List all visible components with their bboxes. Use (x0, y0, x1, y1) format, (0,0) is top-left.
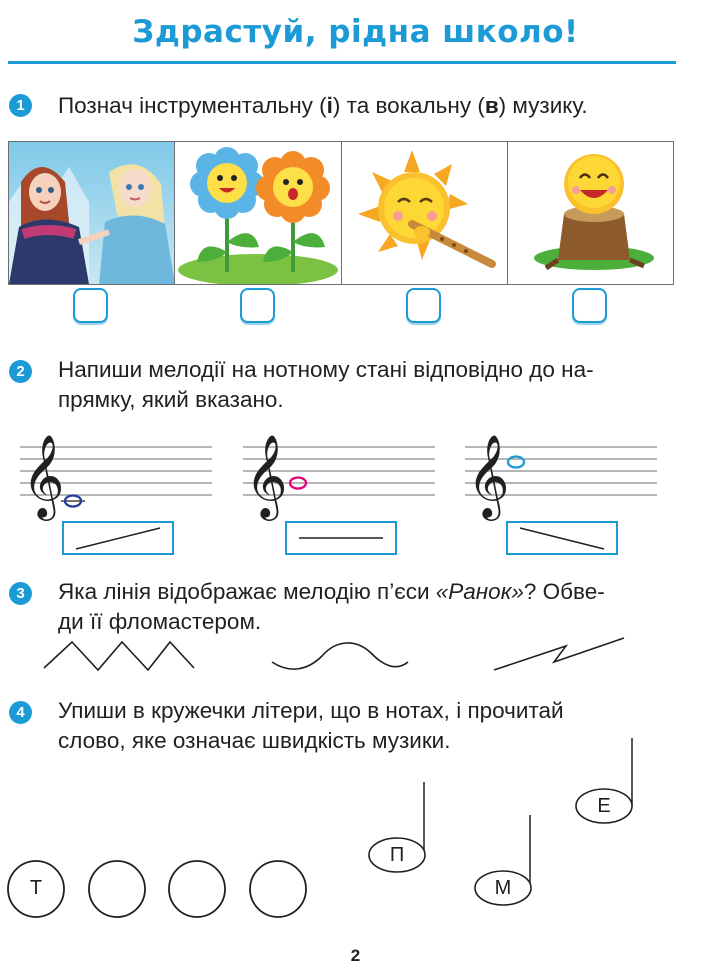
task-1-text: Познач інструментальну (і) та вокальну (в) музику. (58, 93, 588, 118)
treble-clef-icon: 𝄞 (245, 433, 288, 517)
page-number: 2 (350, 946, 361, 965)
sun-playing-flute-image (342, 142, 508, 284)
answer-letter-t: Т (29, 877, 43, 899)
title-underline (8, 61, 676, 64)
task-3-text: Яка лінія відображає мелодію п’єси «Ранок»? Обве- ди її фломастером. (58, 579, 605, 634)
page-title: Здрастуй, рідна школо! (132, 14, 579, 50)
treble-clef-icon: 𝄞 (22, 433, 65, 517)
answer-circle-3[interactable] (169, 861, 225, 917)
answer-circle-2[interactable] (89, 861, 145, 917)
note-letter-p: П (389, 844, 405, 866)
pictures-row (8, 141, 674, 285)
frozen-princesses-image (9, 142, 175, 284)
task-2-text: Напиши мелодії на нотному стані відповідно до на- прямку, який вказано. (58, 357, 594, 412)
zigzag-line[interactable] (44, 642, 194, 670)
answer-checkbox-1[interactable] (73, 288, 108, 323)
singing-flowers-image (175, 142, 341, 284)
piece-title: «Ранок» (435, 579, 524, 604)
step-line[interactable] (494, 638, 624, 670)
answer-checkbox-4[interactable] (572, 288, 607, 323)
wave-line[interactable] (272, 643, 408, 669)
direction-box-level (285, 521, 397, 555)
direction-box-descending (506, 521, 618, 555)
task-1-number: 1 (9, 94, 32, 117)
smiling-sun-on-stump-image (508, 142, 673, 284)
answer-checkbox-2[interactable] (240, 288, 275, 323)
treble-clef-icon: 𝄞 (467, 433, 510, 517)
task-3-number: 3 (9, 582, 32, 605)
task-4-text: Упиши в кружечки літери, що в нотах, і прочитай слово, яке означає швидкість музики. (58, 698, 564, 753)
task-2-number: 2 (9, 360, 32, 383)
answer-checkbox-3[interactable] (406, 288, 441, 323)
note-letter-m: М (494, 877, 512, 899)
answer-circle-4[interactable] (250, 861, 306, 917)
note-cyan (508, 457, 524, 468)
task-4-number: 4 (9, 701, 32, 724)
melody-lines (0, 632, 711, 682)
note-letter-e: Е (597, 795, 611, 817)
direction-box-ascending (62, 521, 174, 555)
